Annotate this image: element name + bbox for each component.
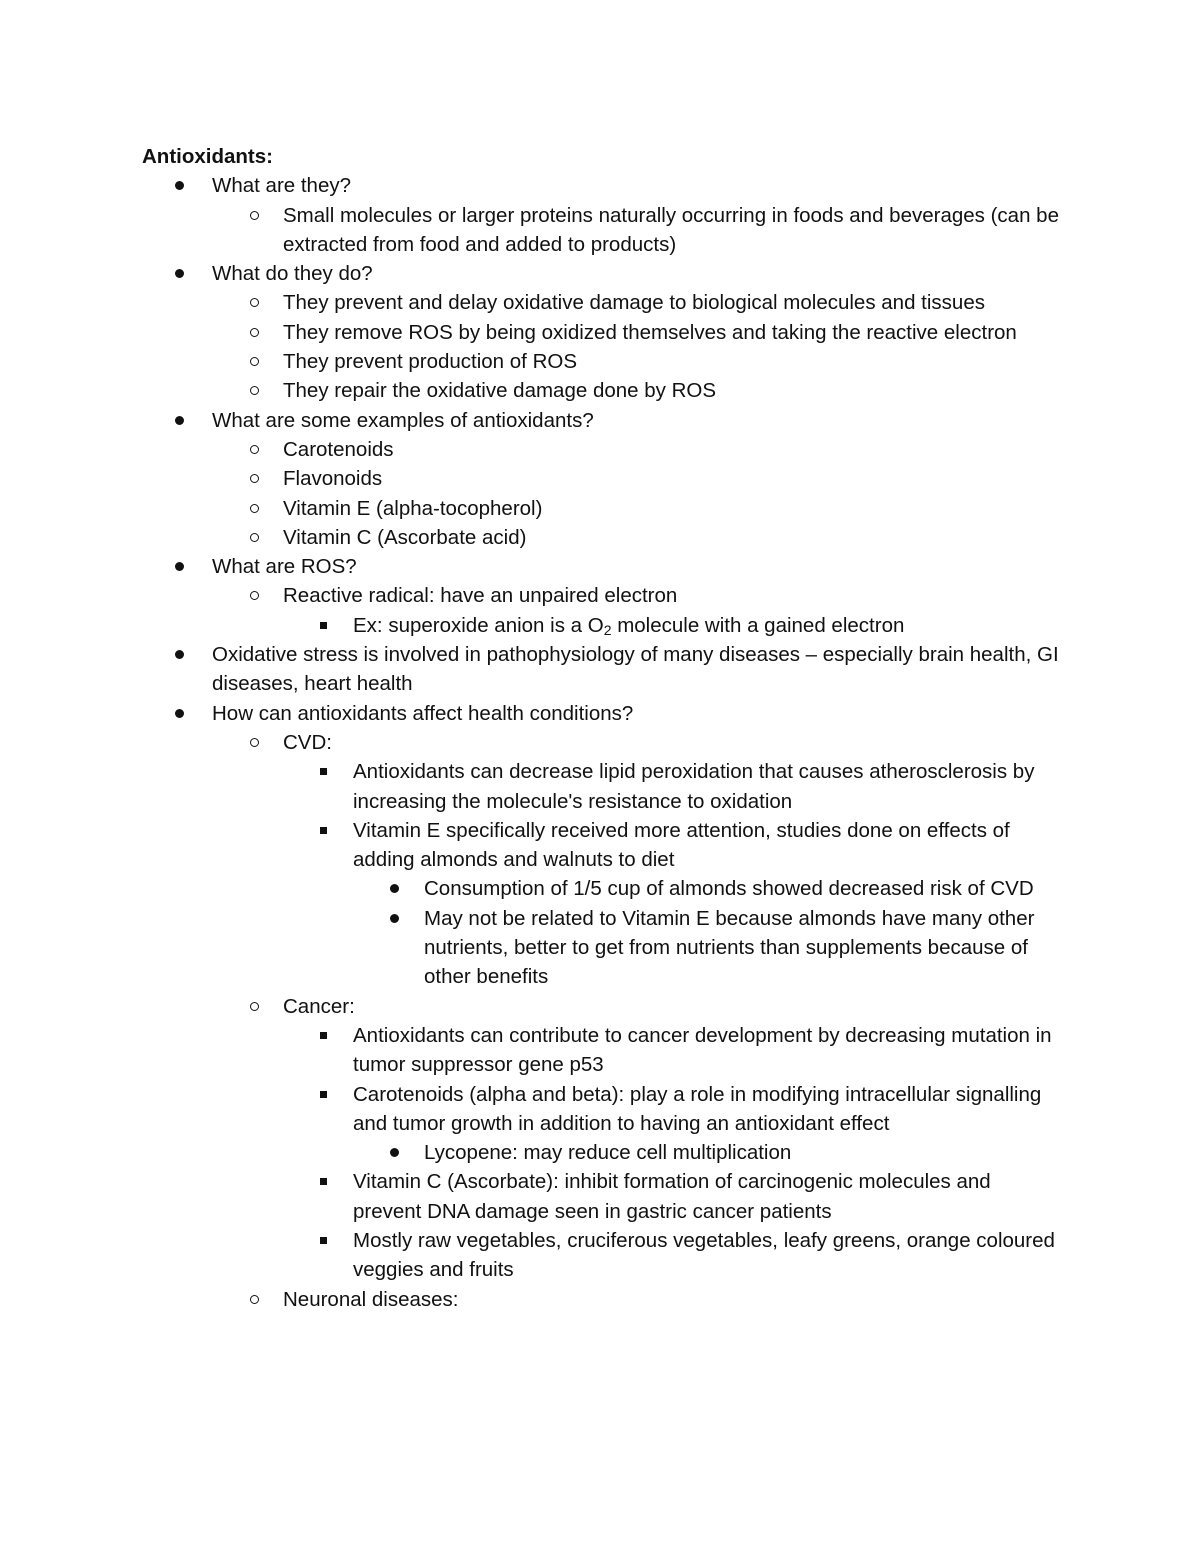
list-item: Vitamin C (Ascorbate acid) (142, 523, 1062, 552)
bullet-circle-icon (250, 376, 259, 405)
notes-body (142, 142, 1062, 1314)
list-item: Antioxidants can contribute to cancer development by decreasing mutation in tumor suppressor gene p53 (142, 1021, 1062, 1080)
bullet-circle-icon (250, 523, 259, 552)
list-item: Vitamin C (Ascorbate): inhibit formation of carcinogenic molecules and prevent DNA damage seen in gastric cancer patients (142, 1167, 1062, 1226)
bullet-square-icon (320, 1021, 327, 1050)
list-item: CVD: (142, 728, 1062, 757)
bullet-circle-icon (250, 288, 259, 317)
bullet-disc-icon (390, 904, 399, 933)
list-item: Neuronal diseases: (142, 1285, 1062, 1314)
list-item: What are they? (142, 171, 1062, 200)
bullet-circle-icon (250, 318, 259, 347)
bullet-circle-icon (250, 728, 259, 757)
list-item: Mostly raw vegetables, cruciferous vegetables, leafy greens, orange coloured veggies and fruits (142, 1226, 1062, 1285)
bullet-square-icon (320, 1226, 327, 1255)
bullet-square-icon (320, 816, 327, 845)
bullet-square-icon (320, 757, 327, 786)
bullet-disc-icon (175, 552, 184, 581)
list-item: They repair the oxidative damage done by ROS (142, 376, 1062, 405)
list-item: Antioxidants can decrease lipid peroxidation that causes atherosclerosis by increasing the molecule's resistance to oxidation (142, 757, 1062, 816)
list-item: May not be related to Vitamin E because almonds have many other nutrients, better to get from nutrients than supplements because of other benefits (142, 904, 1062, 992)
list-item: Vitamin E specifically received more attention, studies done on effects of adding almonds and walnuts to diet (142, 816, 1062, 875)
list-item: What do they do? (142, 259, 1062, 288)
list-item: How can antioxidants affect health conditions? (142, 699, 1062, 728)
bullet-square-icon (320, 1167, 327, 1196)
bullet-circle-icon (250, 347, 259, 376)
bullet-disc-icon (390, 1138, 399, 1167)
list-item: Oxidative stress is involved in pathophysiology of many diseases – especially brain health, GI diseases, heart health (142, 640, 1062, 699)
list-item: Consumption of 1/5 cup of almonds showed decreased risk of CVD (142, 874, 1062, 903)
bullet-disc-icon (175, 406, 184, 435)
bullet-disc-icon (175, 259, 184, 288)
list-item: They prevent and delay oxidative damage to biological molecules and tissues (142, 288, 1062, 317)
list-item: What are some examples of antioxidants? (142, 406, 1062, 435)
bullet-circle-icon (250, 464, 259, 493)
list-item: Small molecules or larger proteins naturally occurring in foods and beverages (can be extracted from food and added to products) (142, 201, 1062, 260)
bullet-circle-icon (250, 201, 259, 230)
bullet-disc-icon (175, 171, 184, 200)
list-item: What are ROS? (142, 552, 1062, 581)
list-item: Cancer: (142, 992, 1062, 1021)
bullet-disc-icon (175, 699, 184, 728)
bullet-disc-icon (390, 874, 399, 903)
superoxide-example: Ex: superoxide anion is a $O_2$ molecule with a gained electron (353, 613, 905, 638)
list-item: Vitamin E (alpha-tocopherol) (142, 494, 1062, 523)
list-item: Carotenoids (142, 435, 1062, 464)
bullet-circle-icon (250, 435, 259, 464)
bullet-square-icon (320, 611, 327, 640)
bullet-circle-icon (250, 494, 259, 523)
list-item: Carotenoids (alpha and beta): play a role in modifying intracellular signalling and tumor growth in addition to having an antioxidant effect (142, 1080, 1062, 1139)
list-item (142, 611, 1062, 640)
list-item: Flavonoids (142, 464, 1062, 493)
bullet-disc-icon (175, 640, 184, 669)
bullet-circle-icon (250, 1285, 259, 1314)
list-item: They prevent production of ROS (142, 347, 1062, 376)
bullet-square-icon (320, 1080, 327, 1109)
list-item: Lycopene: may reduce cell multiplication (142, 1138, 1062, 1167)
bullet-circle-icon (250, 581, 259, 610)
list-item: Reactive radical: have an unpaired electron (142, 581, 1062, 610)
notes-title: Antioxidants: (142, 145, 273, 168)
bullet-circle-icon (250, 992, 259, 1021)
list-item: They remove ROS by being oxidized themselves and taking the reactive electron (142, 318, 1062, 347)
